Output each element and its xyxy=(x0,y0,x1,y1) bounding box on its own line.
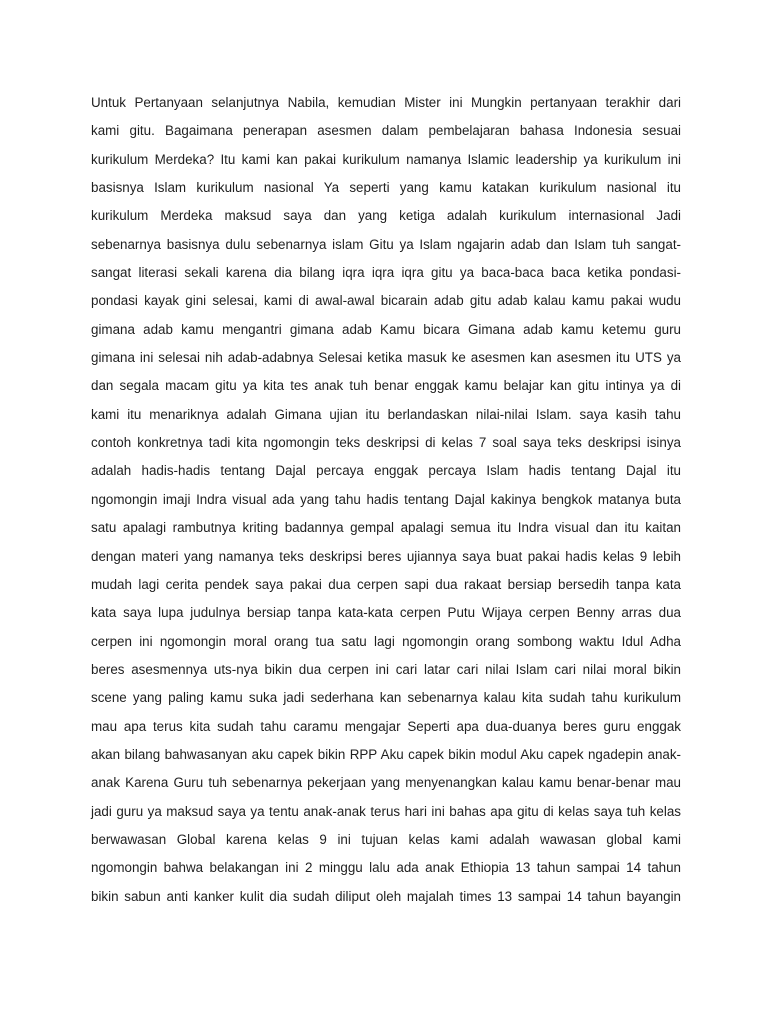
text-line: sebenarnya basisnya dulu sebenarnya islam Gitu ya Islam ngajarin adab dan Islam tuh sangat- xyxy=(91,236,681,252)
text-line: gimana adab kamu mengantri gimana adab Kamu bicara Gimana adab kamu ketemu guru xyxy=(91,321,681,337)
text-line: akan bilang bahwasanyan aku capek bikin RPP Aku capek bikin modul Aku capek ngadepin anak- xyxy=(91,746,681,762)
text-line: pondasi kayak gini selesai, kami di awal-awal bicarain adab gitu adab kalau kamu pakai wudu xyxy=(91,293,681,309)
text-line: gimana ini selesai nih adab-adabnya Selesai ketika masuk ke asesmen kan asesmen itu UTS ya xyxy=(91,350,681,366)
text-line: contoh konkretnya tadi kita ngomongin teks deskripsi di kelas 7 soal saya teks deskripsi isinya xyxy=(91,435,681,451)
text-line: ngomongin bahwa belakangan ini 2 minggu lalu ada anak Ethiopia 13 tahun sampai 14 tahun xyxy=(91,860,681,876)
text-line: mudah lagi cerita pendek saya pakai dua cerpen sapi dua rakaat bersiap bersedih tanpa kata xyxy=(91,576,681,592)
text-line: ngomongin imaji Indra visual ada yang tahu hadis tentang Dajal kakinya bengkok matanya buta xyxy=(91,491,681,507)
text-line: berwawasan Global karena kelas 9 ini tujuan kelas kami adalah wawasan global kami xyxy=(91,831,681,847)
text-line: kurikulum Merdeka? Itu kami kan pakai kurikulum namanya Islamic leadership ya kurikulum ini xyxy=(91,151,681,167)
document-body-text xyxy=(91,89,681,911)
text-line: satu apalagi rambutnya kriting badannya gempal apalagi semua itu Indra visual dan itu kaitan xyxy=(91,520,681,536)
text-line: anak Karena Guru tuh sebenarnya pekerjaan yang menyenangkan kalau kamu benar-benar mau xyxy=(91,775,681,791)
text-line: mau apa terus kita sudah tahu caramu mengajar Seperti apa dua-duanya beres guru enggak xyxy=(91,718,681,734)
text-line: beres asesmennya uts-nya bikin dua cerpen ini cari latar cari nilai Islam cari nilai moral bikin xyxy=(91,661,681,677)
text-line: scene yang paling kamu suka jadi sederhana kan sebenarnya kalau kita sudah tahu kurikulum xyxy=(91,690,681,706)
text-line: bikin sabun anti kanker kulit dia sudah diliput oleh majalah times 13 sampai 14 tahun bayangin xyxy=(91,888,681,904)
text-line: Untuk Pertanyaan selanjutnya Nabila, kemudian Mister ini Mungkin pertanyaan terakhir dari xyxy=(91,95,681,110)
text-line: cerpen ini ngomongin moral orang tua satu lagi ngomongin orang sombong waktu Idul Adha xyxy=(91,633,681,649)
text-line: basisnya Islam kurikulum nasional Ya seperti yang kamu katakan kurikulum nasional itu xyxy=(91,180,681,196)
text-line: jadi guru ya maksud saya ya tentu anak-anak terus hari ini bahas apa gitu di kelas saya tuh kelas xyxy=(91,803,681,819)
text-line: kurikulum Merdeka maksud saya dan yang ketiga adalah kurikulum internasional Jadi xyxy=(91,208,681,224)
text-line: kami itu menariknya adalah Gimana ujian itu berlandaskan nilai-nilai Islam. saya kasih tahu xyxy=(91,406,681,422)
text-line: dan segala macam gitu ya kita tes anak tuh benar enggak kamu belajar kan gitu intinya ya di xyxy=(91,378,681,394)
text-line: dengan materi yang namanya teks deskripsi beres ujiannya saya buat pakai hadis kelas 9 lebih xyxy=(91,548,681,564)
text-line: kami gitu. Bagaimana penerapan asesmen dalam pembelajaran bahasa Indonesia sesuai xyxy=(91,123,681,139)
text-line: kata saya lupa judulnya bersiap tanpa kata-kata cerpen Putu Wijaya cerpen Benny arras dua xyxy=(91,605,681,621)
text-line: sangat literasi sekali karena dia bilang iqra iqra iqra gitu ya baca-baca baca ketika pondasi- xyxy=(91,265,681,281)
text-line: adalah hadis-hadis tentang Dajal percaya enggak percaya Islam hadis tentang Dajal itu xyxy=(91,463,681,479)
